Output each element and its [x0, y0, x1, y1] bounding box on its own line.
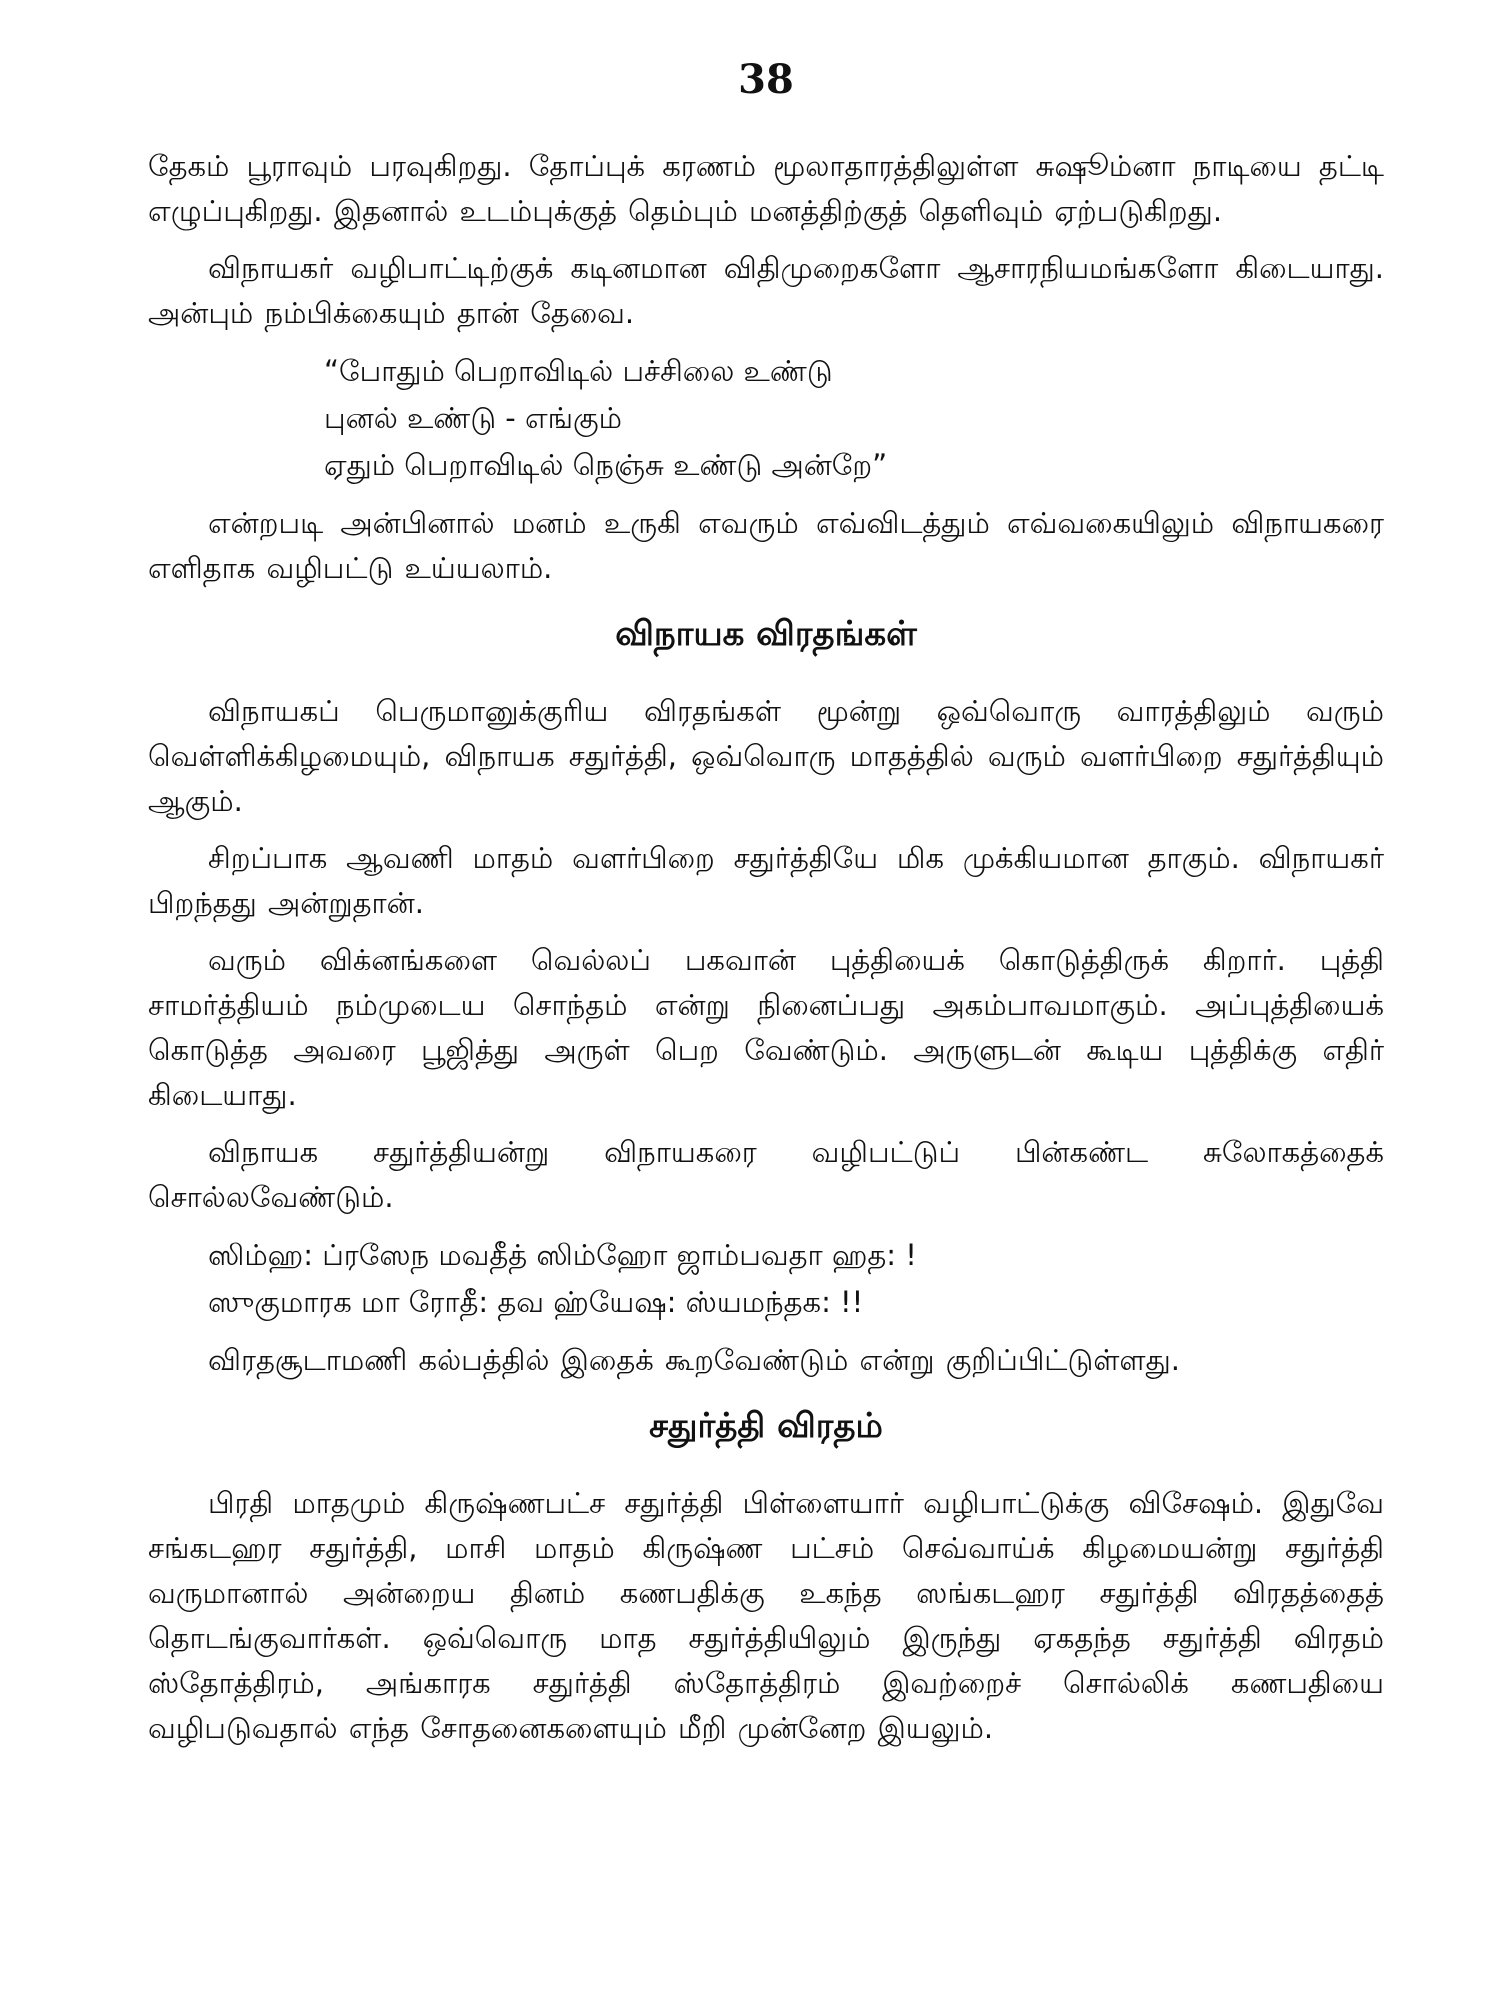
section1-paragraph: வரும் விக்னங்களை வெல்லப் பகவான் புத்தியைக் கொடுத்திருக் கிறார். புத்தி சாமர்த்தியம் நம்முடைய சொந்தம் என்று நினைப்பது அகம்பாவமாகும். அப்புத்தியைக் கொடுத்த அவரை பூஜித்து அருள் பெற வேண்டும். அருளுடன் கூடிய புத்திக்கு எதிர் கிடையாது.	[148, 943, 1384, 1112]
page-number: 38	[738, 56, 794, 103]
sanskrit-sloka	[208, 1232, 1384, 1326]
section2-paragraph: பிரதி மாதமும் கிருஷ்ணபட்ச சதுர்த்தி பிள்ளையார் வழிபாட்டுக்கு விசேஷம். இதுவே சங்கடஹர சதுர்த்தி, மாசி மாதம் கிருஷ்ண பட்சம் செவ்வாய்க் கிழமையன்று சதுர்த்தி வருமானால் அன்றைய தினம் கணபதிக்கு உகந்த ஸங்கடஹர சதுர்த்தி விரதத்தைத் தொடங்குவார்கள். ஒவ்வொரு மாத சதுர்த்தியிலும் இருந்து ஏகதந்த சதுர்த்தி விரதம் ஸ்தோத்திரம், அங்காரக சதுர்த்தி ஸ்தோத்திரம் இவற்றைச் சொல்லிக் கணபதியை வழிபடுவதால் எந்த சோதனைகளையும் மீறி முன்னேற இயலும்.	[148, 1486, 1384, 1745]
book-page	[148, 50, 1384, 1970]
section1-paragraph: விநாயக சதுர்த்தியன்று விநாயகரை வழிபட்டுப் பின்கண்ட சுலோகத்தைக் சொல்லவேண்டும்.	[148, 1135, 1384, 1214]
section-heading-vinayaka-viratangal: விநாயக விரதங்கள்	[615, 614, 917, 654]
intro-paragraph-1: தேகம் பூராவும் பரவுகிறது. தோப்புக் கரணம் மூலாதாரத்திலுள்ள சுஷூம்னா நாடியை தட்டி எழுப்புகிறது. இதனால் உடம்புக்குத் தெம்பும் மனத்திற்குத் தெளிவும் ஏற்படுகிறது.	[148, 149, 1384, 228]
quoted-verse	[324, 348, 1384, 489]
verse-line: புனல் உண்டு - எங்கும்	[324, 401, 622, 435]
sloka-line: ஸுகுமாரக மா ரோதீ: தவ ஹ்யேஷ: ஸ்யமந்தக: !!	[208, 1285, 864, 1319]
sloka-line: ஸிம்ஹ: ப்ரஸேந மவதீத் ஸிம்ஹோ ஜாம்பவதா ஹத: !	[208, 1238, 917, 1272]
section-heading-chaturthi-viratam: சதுர்த்தி விரதம்	[649, 1406, 883, 1446]
paragraph-after-verse: என்றபடி அன்பினால் மனம் உருகி எவரும் எவ்விடத்தும் எவ்வகையிலும் விநாயகரை எளிதாக வழிபட்டு உய்யலாம்.	[148, 506, 1384, 585]
section1-paragraph: விநாயகப் பெருமானுக்குரிய விரதங்கள் மூன்று ஒவ்வொரு வாரத்திலும் வரும் வெள்ளிக்கிழமையும், விநாயக சதுர்த்தி, ஒவ்வொரு மாதத்தில் வரும் வளர்பிறை சதுர்த்தியும் ஆகும்.	[148, 694, 1384, 818]
verse-line: ஏதும் பெறாவிடில் நெஞ்சு உண்டு அன்றே”	[324, 448, 888, 482]
verse-line: “போதும் பெறாவிடில் பச்சிலை உண்டு	[324, 354, 833, 388]
intro-paragraph-2: விநாயகர் வழிபாட்டிற்குக் கடினமான விதிமுறைகளோ ஆசாரநியமங்களோ கிடையாது. அன்பும் நம்பிக்கையும் தான் தேவை.	[148, 251, 1384, 330]
section1-paragraph: சிறப்பாக ஆவணி மாதம் வளர்பிறை சதுர்த்தியே மிக முக்கியமான தாகும். விநாயகர் பிறந்தது அன்றுதான்.	[148, 841, 1384, 920]
section1-closing-paragraph: விரதசூடாமணி கல்பத்தில் இதைக் கூறவேண்டும் என்று குறிப்பிட்டுள்ளது.	[208, 1343, 1180, 1377]
